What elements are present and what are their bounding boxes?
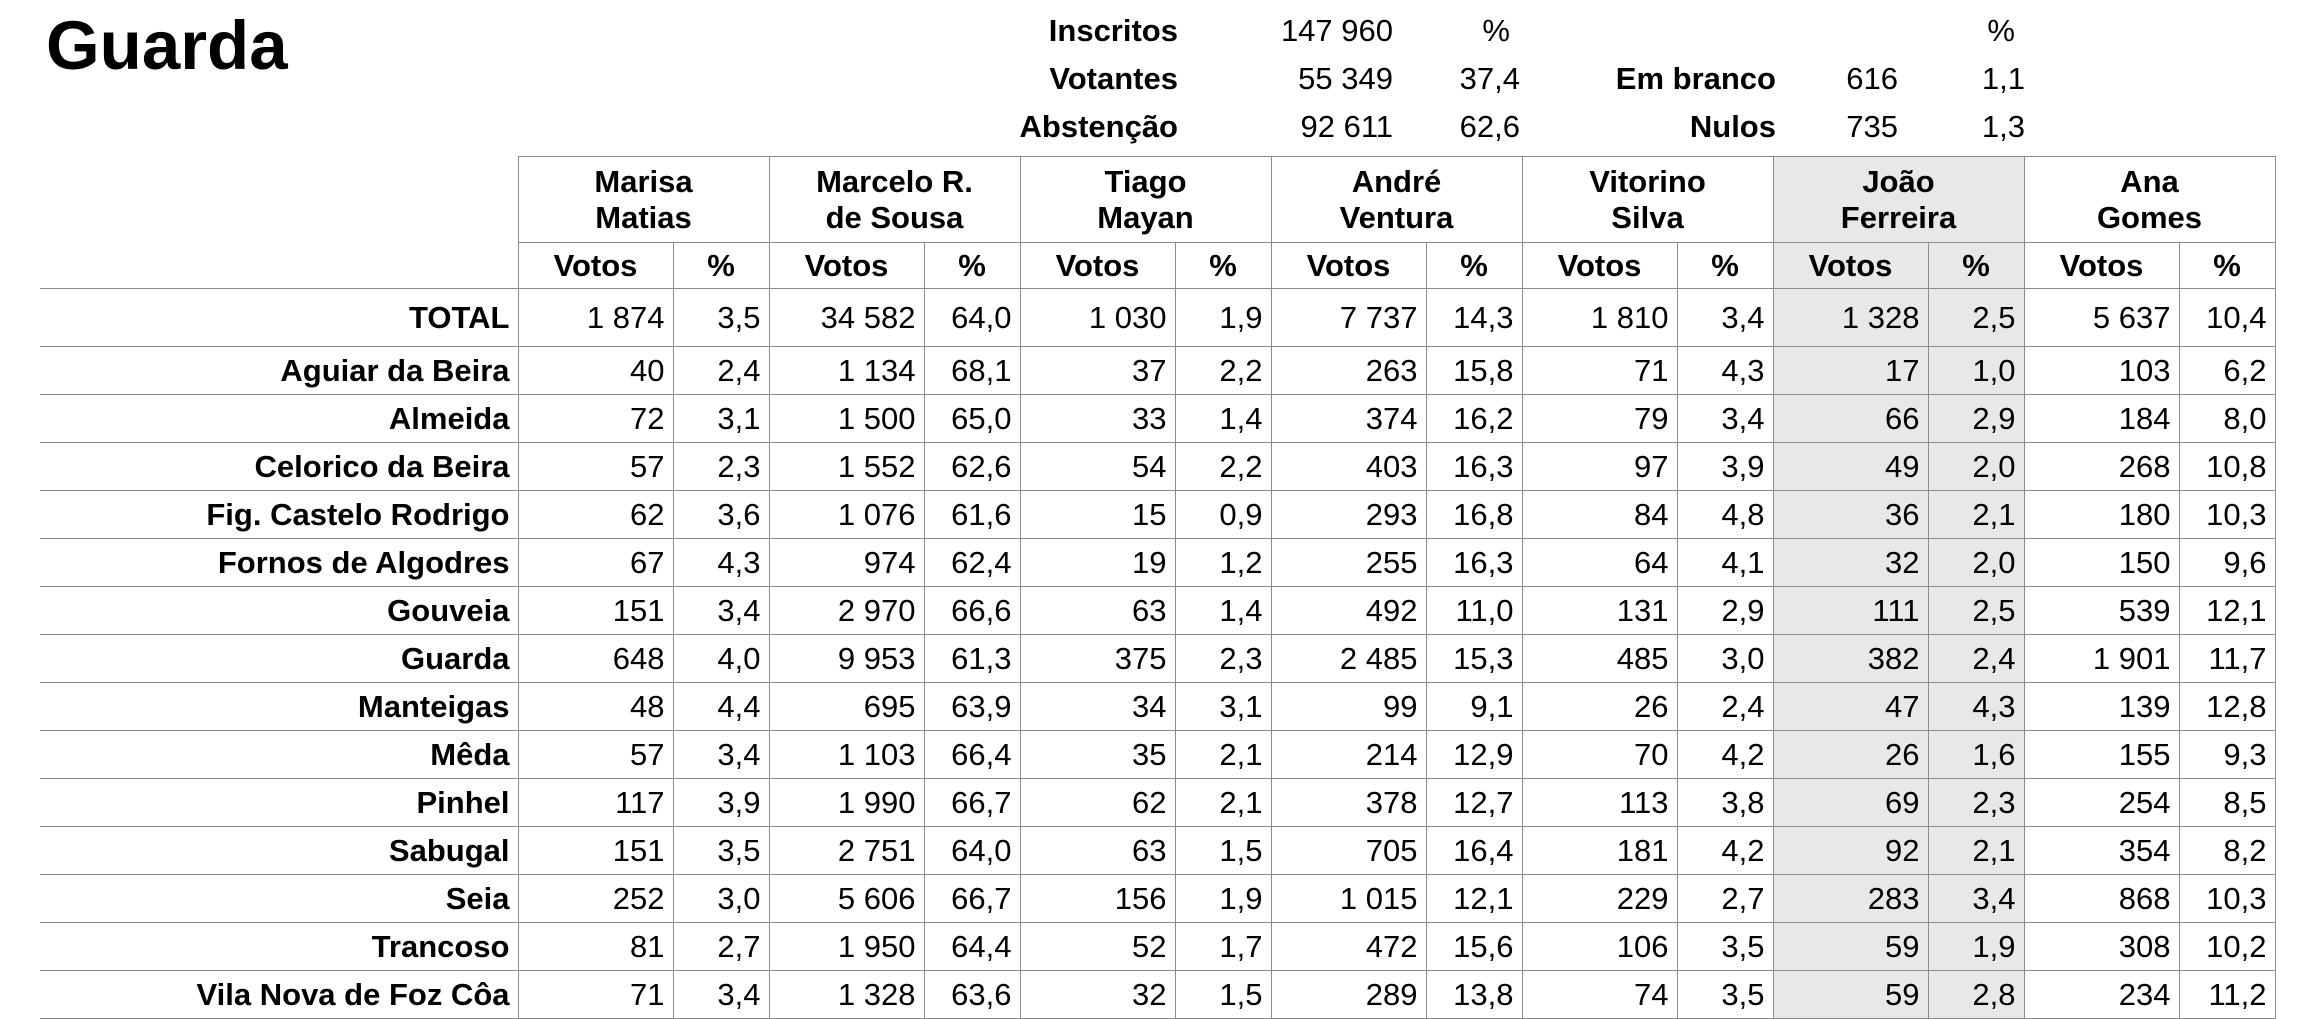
municipality-name: Celorico da Beira [40, 443, 518, 491]
pct-header: % [2179, 243, 2275, 289]
pct-cell: 2,4 [1928, 635, 2024, 683]
municipality-name: Manteigas [40, 683, 518, 731]
pct-cell: 1,9 [1175, 875, 1271, 923]
pct-cell: 2,2 [1175, 443, 1271, 491]
votes-cell: 695 [769, 683, 924, 731]
votes-cell: 1 552 [769, 443, 924, 491]
pct-cell: 11,2 [2179, 971, 2275, 1019]
table-row [40, 875, 2275, 923]
votes-cell: 67 [518, 539, 673, 587]
pct-cell: 4,1 [1677, 539, 1773, 587]
votes-cell: 492 [1271, 587, 1426, 635]
pct-cell: 61,3 [924, 635, 1020, 683]
municipality-name: Fig. Castelo Rodrigo [40, 491, 518, 539]
municipality-name: Sabugal [40, 827, 518, 875]
votes-cell: 34 582 [769, 289, 924, 347]
votes-cell: 17 [1773, 347, 1928, 395]
votes-cell: 32 [1020, 971, 1175, 1019]
em-branco-label: Em branco [1615, 61, 1776, 96]
votes-cell: 66 [1773, 395, 1928, 443]
votes-cell: 48 [518, 683, 673, 731]
votes-cell: 57 [518, 443, 673, 491]
inscritos-value: 147 960 [1280, 13, 1393, 48]
votes-cell: 268 [2024, 443, 2179, 491]
votes-cell: 403 [1271, 443, 1426, 491]
votes-cell: 33 [1020, 395, 1175, 443]
votes-cell: 139 [2024, 683, 2179, 731]
table-row [40, 779, 2275, 827]
pct-header: % [673, 243, 769, 289]
votes-cell: 229 [1522, 875, 1677, 923]
pct-cell: 3,5 [1677, 971, 1773, 1019]
pct-header: % [924, 243, 1020, 289]
pct-cell: 3,1 [673, 395, 769, 443]
table-row [40, 395, 2275, 443]
votes-cell: 34 [1020, 683, 1175, 731]
pct-cell: 66,7 [924, 875, 1020, 923]
pct-cell: 16,8 [1426, 491, 1522, 539]
pct-cell: 3,4 [673, 731, 769, 779]
pct-cell: 15,6 [1426, 923, 1522, 971]
votes-cell: 99 [1271, 683, 1426, 731]
pct-cell: 9,6 [2179, 539, 2275, 587]
pct-cell: 3,6 [673, 491, 769, 539]
votes-cell: 289 [1271, 971, 1426, 1019]
pct-cell: 3,9 [673, 779, 769, 827]
pct-cell: 2,2 [1175, 347, 1271, 395]
votes-cell: 375 [1020, 635, 1175, 683]
municipality-name: Mêda [40, 731, 518, 779]
votes-cell: 293 [1271, 491, 1426, 539]
municipality-name: Seia [40, 875, 518, 923]
pct-cell: 12,1 [1426, 875, 1522, 923]
votes-cell: 1 328 [769, 971, 924, 1019]
table-row [40, 971, 2275, 1019]
votes-cell: 1 015 [1271, 875, 1426, 923]
table-row [40, 347, 2275, 395]
candidate-header: João Ferreira [1773, 157, 2024, 243]
votes-cell: 92 [1773, 827, 1928, 875]
abstencao-value: 92 611 [1300, 109, 1393, 144]
candidate-header: André Ventura [1271, 157, 1522, 243]
pct-cell: 2,3 [1928, 779, 2024, 827]
votes-cell: 70 [1522, 731, 1677, 779]
votes-cell: 180 [2024, 491, 2179, 539]
votes-cell: 382 [1773, 635, 1928, 683]
pct-cell: 1,4 [1175, 395, 1271, 443]
votes-cell: 59 [1773, 923, 1928, 971]
votes-cell: 19 [1020, 539, 1175, 587]
votes-cell: 485 [1522, 635, 1677, 683]
pct-cell: 2,8 [1928, 971, 2024, 1019]
pct-cell: 16,4 [1426, 827, 1522, 875]
votes-cell: 2 751 [769, 827, 924, 875]
pct-cell: 1,0 [1928, 347, 2024, 395]
votes-cell: 111 [1773, 587, 1928, 635]
votes-cell: 62 [518, 491, 673, 539]
votes-cell: 32 [1773, 539, 1928, 587]
pct-cell: 66,7 [924, 779, 1020, 827]
pct-cell: 2,7 [673, 923, 769, 971]
votes-cell: 378 [1271, 779, 1426, 827]
pct-header: % [1677, 243, 1773, 289]
pct-cell: 12,8 [2179, 683, 2275, 731]
em-branco-value: 616 [1846, 61, 1898, 96]
pct-cell: 3,5 [1677, 923, 1773, 971]
pct-cell: 66,4 [924, 731, 1020, 779]
votes-cell: 74 [1522, 971, 1677, 1019]
pct-cell: 1,7 [1175, 923, 1271, 971]
votes-cell: 308 [2024, 923, 2179, 971]
pct-cell: 2,9 [1677, 587, 1773, 635]
pct-cell: 1,2 [1175, 539, 1271, 587]
votes-cell: 36 [1773, 491, 1928, 539]
pct-cell: 11,0 [1426, 587, 1522, 635]
votes-cell: 151 [518, 587, 673, 635]
votes-cell: 705 [1271, 827, 1426, 875]
pct-cell: 3,5 [673, 289, 769, 347]
pct-cell: 2,3 [673, 443, 769, 491]
votes-cell: 47 [1773, 683, 1928, 731]
pct-cell: 4,4 [673, 683, 769, 731]
votos-header: Votos [1522, 243, 1677, 289]
pct-cell: 8,5 [2179, 779, 2275, 827]
votos-header: Votos [518, 243, 673, 289]
summary-pct-header: % [1482, 13, 1510, 48]
page-title: Guarda [46, 7, 288, 84]
pct-cell: 12,1 [2179, 587, 2275, 635]
pct-cell: 3,5 [673, 827, 769, 875]
votes-cell: 54 [1020, 443, 1175, 491]
votes-cell: 1 990 [769, 779, 924, 827]
votes-cell: 5 606 [769, 875, 924, 923]
candidate-header: Marcelo R. de Sousa [769, 157, 1020, 243]
pct-cell: 1,5 [1175, 971, 1271, 1019]
votes-cell: 131 [1522, 587, 1677, 635]
pct-cell: 3,1 [1175, 683, 1271, 731]
pct-cell: 64,0 [924, 289, 1020, 347]
pct-cell: 14,3 [1426, 289, 1522, 347]
municipality-name: Guarda [40, 635, 518, 683]
votes-cell: 255 [1271, 539, 1426, 587]
table-row [40, 683, 2275, 731]
pct-cell: 62,6 [924, 443, 1020, 491]
votes-cell: 263 [1271, 347, 1426, 395]
candidate-header: Ana Gomes [2024, 157, 2275, 243]
votes-cell: 84 [1522, 491, 1677, 539]
votes-cell: 234 [2024, 971, 2179, 1019]
votantes-value: 55 349 [1298, 61, 1393, 96]
pct-cell: 9,3 [2179, 731, 2275, 779]
pct-header: % [1426, 243, 1522, 289]
pct-cell: 10,4 [2179, 289, 2275, 347]
votes-cell: 117 [518, 779, 673, 827]
votes-cell: 63 [1020, 587, 1175, 635]
pct-cell: 3,4 [1677, 289, 1773, 347]
pct-cell: 2,5 [1928, 587, 2024, 635]
votes-cell: 2 970 [769, 587, 924, 635]
pct-cell: 16,2 [1426, 395, 1522, 443]
results-table [40, 156, 2276, 1019]
table-row [40, 827, 2275, 875]
table-row [40, 443, 2275, 491]
corner-cell [40, 157, 518, 243]
nulos-value: 735 [1846, 109, 1898, 144]
votes-cell: 539 [2024, 587, 2179, 635]
votes-cell: 40 [518, 347, 673, 395]
pct-cell: 4,3 [1928, 683, 2024, 731]
votes-cell: 71 [518, 971, 673, 1019]
votes-cell: 63 [1020, 827, 1175, 875]
pct-cell: 15,3 [1426, 635, 1522, 683]
results-body [40, 289, 2275, 1019]
votes-cell: 72 [518, 395, 673, 443]
pct-cell: 2,0 [1928, 443, 2024, 491]
municipality-name: Aguiar da Beira [40, 347, 518, 395]
pct-cell: 61,6 [924, 491, 1020, 539]
pct-cell: 10,2 [2179, 923, 2275, 971]
subheader-row [40, 243, 2275, 289]
pct-cell: 13,8 [1426, 971, 1522, 1019]
table-row [40, 635, 2275, 683]
pct-cell: 1,9 [1175, 289, 1271, 347]
votes-cell: 1 901 [2024, 635, 2179, 683]
pct-header: % [1175, 243, 1271, 289]
pct-cell: 15,8 [1426, 347, 1522, 395]
votes-cell: 49 [1773, 443, 1928, 491]
votos-header: Votos [2024, 243, 2179, 289]
pct-cell: 3,4 [673, 587, 769, 635]
pct-cell: 4,3 [673, 539, 769, 587]
votes-cell: 1 030 [1020, 289, 1175, 347]
pct-header: % [1928, 243, 2024, 289]
pct-cell: 11,7 [2179, 635, 2275, 683]
votes-cell: 15 [1020, 491, 1175, 539]
pct-cell: 6,2 [2179, 347, 2275, 395]
votes-cell: 9 953 [769, 635, 924, 683]
pct-cell: 1,9 [1928, 923, 2024, 971]
votes-cell: 62 [1020, 779, 1175, 827]
pct-cell: 4,8 [1677, 491, 1773, 539]
votes-cell: 184 [2024, 395, 2179, 443]
votes-cell: 252 [518, 875, 673, 923]
municipality-name: Pinhel [40, 779, 518, 827]
votes-cell: 97 [1522, 443, 1677, 491]
abstencao-pct: 62,6 [1459, 109, 1520, 144]
pct-cell: 2,1 [1928, 827, 2024, 875]
municipality-name: Gouveia [40, 587, 518, 635]
em-branco-pct: 1,1 [1981, 61, 2025, 96]
pct-cell: 4,3 [1677, 347, 1773, 395]
votes-cell: 37 [1020, 347, 1175, 395]
votos-header: Votos [1271, 243, 1426, 289]
votes-cell: 181 [1522, 827, 1677, 875]
pct-cell: 2,1 [1175, 779, 1271, 827]
votes-cell: 2 485 [1271, 635, 1426, 683]
votes-cell: 35 [1020, 731, 1175, 779]
pct-cell: 2,9 [1928, 395, 2024, 443]
municipality-name: Almeida [40, 395, 518, 443]
pct-cell: 2,3 [1175, 635, 1271, 683]
table-row [40, 539, 2275, 587]
table-row [40, 731, 2275, 779]
votes-cell: 1 874 [518, 289, 673, 347]
pct-cell: 8,2 [2179, 827, 2275, 875]
votes-cell: 57 [518, 731, 673, 779]
votes-cell: 1 810 [1522, 289, 1677, 347]
pct-cell: 66,6 [924, 587, 1020, 635]
abstencao-label: Abstenção [1019, 109, 1178, 144]
votes-cell: 69 [1773, 779, 1928, 827]
municipality-name: Vila Nova de Foz Côa [40, 971, 518, 1019]
pct-cell: 2,1 [1928, 491, 2024, 539]
total-row [40, 289, 2275, 347]
candidate-header: Tiago Mayan [1020, 157, 1271, 243]
pct-cell: 10,3 [2179, 875, 2275, 923]
pct-cell: 4,2 [1677, 731, 1773, 779]
pct-cell: 3,8 [1677, 779, 1773, 827]
votes-cell: 26 [1522, 683, 1677, 731]
votes-cell: 156 [1020, 875, 1175, 923]
inscritos-label: Inscritos [1048, 13, 1178, 48]
votes-cell: 1 076 [769, 491, 924, 539]
votos-header: Votos [1020, 243, 1175, 289]
votantes-pct: 37,4 [1459, 61, 1520, 96]
pct-cell: 4,0 [673, 635, 769, 683]
votos-header: Votos [769, 243, 924, 289]
votes-cell: 81 [518, 923, 673, 971]
pct-cell: 64,0 [924, 827, 1020, 875]
candidate-header: Marisa Matias [518, 157, 769, 243]
pct-cell: 2,0 [1928, 539, 2024, 587]
pct-cell: 65,0 [924, 395, 1020, 443]
municipality-name: TOTAL [40, 289, 518, 347]
pct-cell: 1,5 [1175, 827, 1271, 875]
corner-cell [40, 243, 518, 289]
votes-cell: 1 328 [1773, 289, 1928, 347]
pct-cell: 2,5 [1928, 289, 2024, 347]
pct-cell: 9,1 [1426, 683, 1522, 731]
pct-cell: 10,3 [2179, 491, 2275, 539]
pct-cell: 64,4 [924, 923, 1020, 971]
votes-cell: 472 [1271, 923, 1426, 971]
pct-cell: 4,2 [1677, 827, 1773, 875]
pct-cell: 3,0 [1677, 635, 1773, 683]
votes-cell: 1 950 [769, 923, 924, 971]
municipality-name: Trancoso [40, 923, 518, 971]
votes-cell: 26 [1773, 731, 1928, 779]
votes-cell: 254 [2024, 779, 2179, 827]
votes-cell: 113 [1522, 779, 1677, 827]
votes-cell: 974 [769, 539, 924, 587]
votes-cell: 1 500 [769, 395, 924, 443]
pct-cell: 62,4 [924, 539, 1020, 587]
votes-cell: 79 [1522, 395, 1677, 443]
summary-pct-header-right: % [1987, 13, 2015, 48]
nulos-pct: 1,3 [1981, 109, 2025, 144]
votes-cell: 1 134 [769, 347, 924, 395]
votes-cell: 7 737 [1271, 289, 1426, 347]
table-row [40, 587, 2275, 635]
votes-cell: 150 [2024, 539, 2179, 587]
votes-cell: 868 [2024, 875, 2179, 923]
votes-cell: 71 [1522, 347, 1677, 395]
votes-cell: 374 [1271, 395, 1426, 443]
pct-cell: 2,7 [1677, 875, 1773, 923]
candidate-header: Vitorino Silva [1522, 157, 1773, 243]
votes-cell: 151 [518, 827, 673, 875]
pct-cell: 3,4 [1928, 875, 2024, 923]
pct-cell: 3,0 [673, 875, 769, 923]
pct-cell: 8,0 [2179, 395, 2275, 443]
votes-cell: 155 [2024, 731, 2179, 779]
candidate-header-row [40, 157, 2275, 243]
pct-cell: 1,4 [1175, 587, 1271, 635]
votes-cell: 64 [1522, 539, 1677, 587]
pct-cell: 2,1 [1175, 731, 1271, 779]
votes-cell: 106 [1522, 923, 1677, 971]
pct-cell: 2,4 [673, 347, 769, 395]
pct-cell: 63,9 [924, 683, 1020, 731]
pct-cell: 63,6 [924, 971, 1020, 1019]
votes-cell: 103 [2024, 347, 2179, 395]
pct-cell: 3,4 [673, 971, 769, 1019]
municipality-name: Fornos de Algodres [40, 539, 518, 587]
votos-header: Votos [1773, 243, 1928, 289]
votes-cell: 59 [1773, 971, 1928, 1019]
pct-cell: 1,6 [1928, 731, 2024, 779]
nulos-label: Nulos [1689, 109, 1776, 144]
table-row [40, 491, 2275, 539]
pct-cell: 16,3 [1426, 539, 1522, 587]
pct-cell: 2,4 [1677, 683, 1773, 731]
pct-cell: 12,9 [1426, 731, 1522, 779]
pct-cell: 3,4 [1677, 395, 1773, 443]
pct-cell: 3,9 [1677, 443, 1773, 491]
votes-cell: 5 637 [2024, 289, 2179, 347]
votes-cell: 283 [1773, 875, 1928, 923]
pct-cell: 12,7 [1426, 779, 1522, 827]
pct-cell: 0,9 [1175, 491, 1271, 539]
votes-cell: 214 [1271, 731, 1426, 779]
votes-cell: 1 103 [769, 731, 924, 779]
votantes-label: Votantes [1049, 61, 1178, 96]
votes-cell: 354 [2024, 827, 2179, 875]
pct-cell: 16,3 [1426, 443, 1522, 491]
table-row [40, 923, 2275, 971]
votes-cell: 648 [518, 635, 673, 683]
pct-cell: 68,1 [924, 347, 1020, 395]
pct-cell: 10,8 [2179, 443, 2275, 491]
votes-cell: 52 [1020, 923, 1175, 971]
